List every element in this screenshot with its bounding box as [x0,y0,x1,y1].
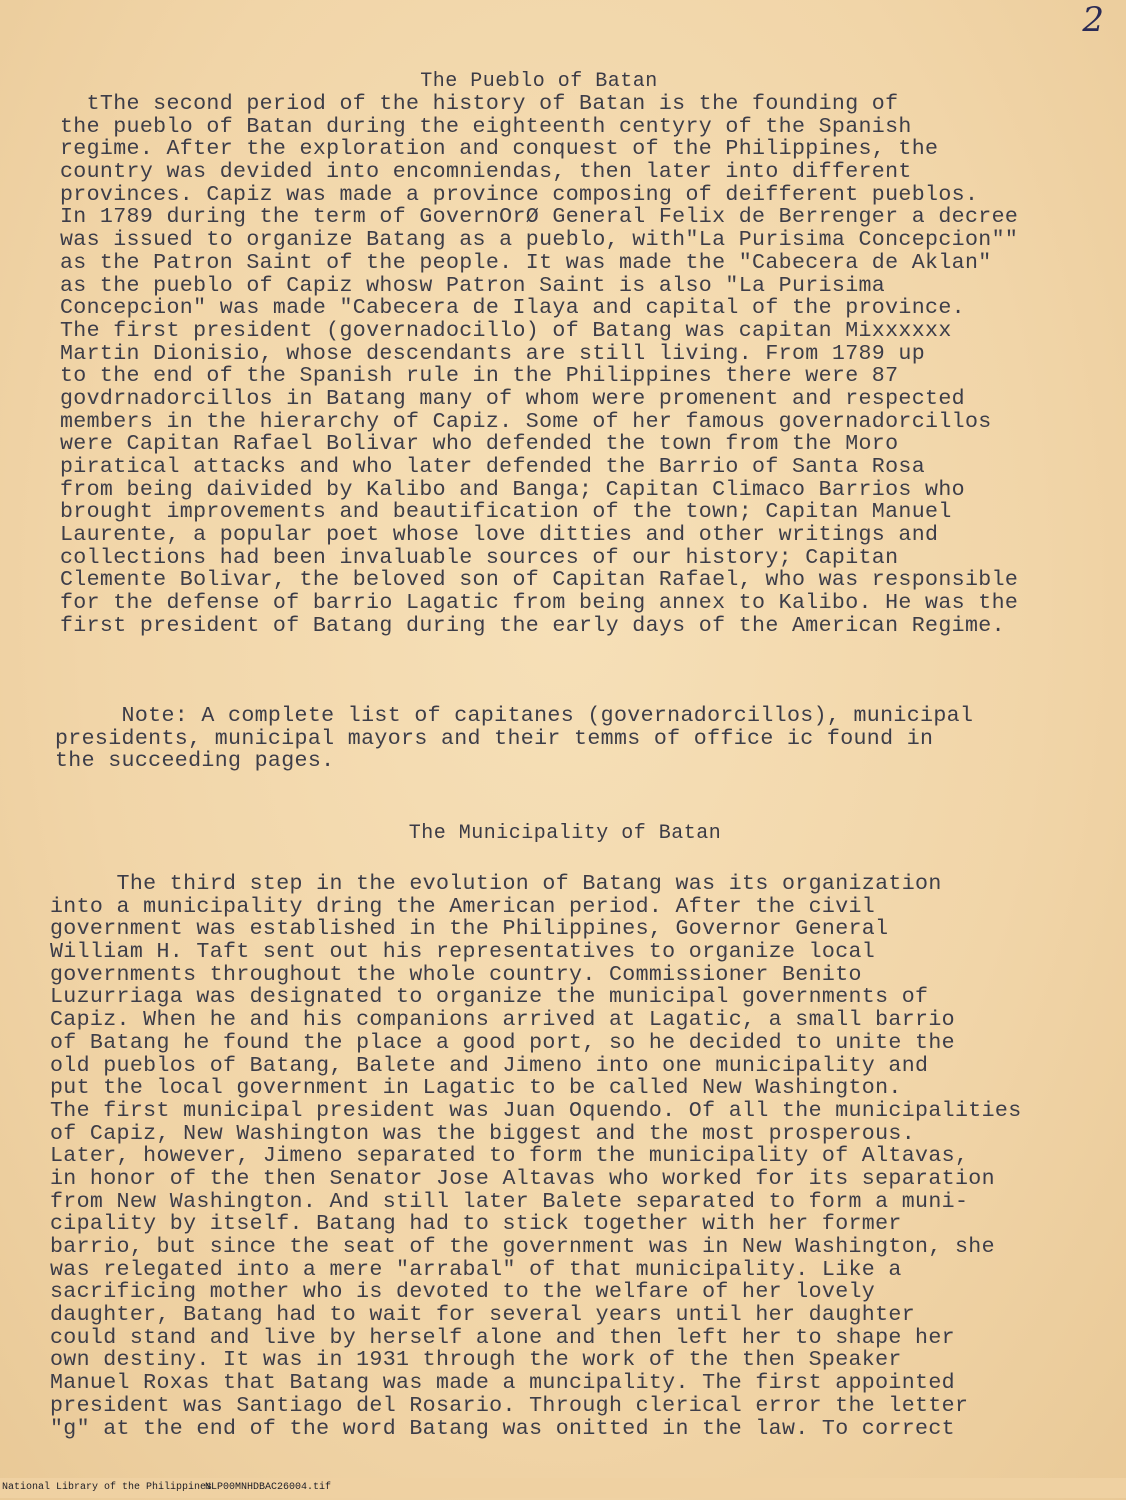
text-line: the succeeding pages. [55,749,335,774]
text-line: governments throughout the whole country. Commissioner Benito [50,962,862,987]
text-line: were Capitan Rafael Bolivar who defended the town from the Moro [60,432,899,457]
text-line: The third step in the evolution of Batang was its organization [50,872,942,896]
text-line: Clemente Bolivar, the beloved son of Capitan Rafael, who was responsible [60,568,1019,593]
text-line: own destiny. It was in 1931 through the work of the then Speaker [50,1348,902,1373]
text-line: tThe second period of the history of Batan is the founding of [60,92,899,116]
text-line: of Batang he found the place a good port, so he decided to unite the [50,1030,955,1055]
text-line: the pueblo of Batan during the eighteenth centyry of the Spanish [60,114,912,139]
text-line: as the Patron Saint of the people. It was made the "Cabecera de Aklan" [60,250,992,275]
text-line: govdrnadorcillos in Batang many of whom were promenent and respected [60,386,965,411]
text-line: was relegated into a mere "arrabal" of that municipality. Like a [50,1257,902,1282]
text-line: piratical attacks and who later defended the Barrio of Santa Rosa [60,455,926,479]
text-line: old pueblos of Batang, Balete and Jimeno into one municipality and [50,1053,929,1078]
text-line: daughter, Batang had to wait for several years until her daughter [50,1303,916,1328]
text-line: of Capiz, New Washington was the biggest and the most prosperous. [50,1121,916,1146]
text-line: to the end of the Spanish rule in the Philippines there were 87 [60,364,899,389]
footer-library-name: National Library of the Philippines [2,1482,213,1493]
text-line: Laurente, a popular poet whose love ditties and other writings and [60,523,939,548]
note-paragraph [55,705,1105,773]
section-title-municipality: The Municipality of Batan [408,822,722,845]
text-line: Note: A complete list of capitanes (governadorcillos), municipal [55,704,974,728]
text-line: Manuel Roxas that Batang was made a muncipality. The first appointed [50,1371,955,1396]
page-number: 2 [1082,0,1104,40]
text-line: from New Washington. And still later Balete separated to form a muni- [50,1189,969,1214]
text-line: presidents, municipal mayors and their temms of office ic found in [55,726,934,751]
text-line: Concepcion" was made "Cabecera de Ilaya and capital of the province. [60,296,965,321]
text-line: president was Santiago del Rosario. Through clerical error the letter [50,1393,969,1418]
text-line: The first municipal president was Juan Oquendo. Of all the municipalities [50,1098,1022,1123]
text-line: country was devided into encomniendas, then later into different [60,160,912,185]
text-line: The first president (governadocillo) of Batang was capitan Mixxxxxx [60,318,952,343]
text-line: collections had been invaluable sources of our history; Capitan [60,545,899,570]
section-body-municipality [50,873,1100,1440]
text-line: could stand and live by herself alone and then left her to shape her [50,1325,955,1350]
text-line: barrio, but since the seat of the government was in New Washington, she [50,1235,995,1259]
section-body-pueblo [60,93,1110,638]
text-line: brought improvements and beautification of the town; Capitan Manuel [60,500,952,525]
text-line: put the local government in Lagatic to be called New Washington. [50,1076,902,1101]
text-line: cipality by itself. Batang had to stick together with her former [50,1212,902,1237]
scan-footer [0,1478,1126,1498]
text-line: into a municipality dring the American period. After the civil [50,894,876,919]
text-line: in honor of the then Senator Jose Altavas who worked for its separation [50,1166,995,1191]
text-line: sacrificing mother who is devoted to the welfare of her lovely [50,1280,876,1305]
text-line: Capiz. When he and his companions arrived at Lagatic, a small barrio [50,1008,955,1033]
text-line: William H. Taft sent out his representatives to organize local [50,940,876,965]
text-line: In 1789 during the term of GovernOrØ General Felix de Berrenger a decree [60,205,1019,230]
text-line: government was established in the Philippines, Governor General [50,917,889,942]
text-line: from being daivided by Kalibo and Banga; Capitan Climaco Barrios who [60,477,965,502]
section-title-pueblo: The Pueblo of Batan [420,70,658,93]
footer-file-id: NLP00MNHDBAC26004.tif [205,1482,332,1493]
text-line: provinces. Capiz was made a province composing of deifferent pueblos. [60,182,979,207]
text-line: as the pueblo of Capiz whosw Patron Saint is also "La Purisima [60,273,886,298]
text-line: members in the hierarchy of Capiz. Some of her famous governadorcillos [60,409,992,434]
text-line: Luzurriaga was designated to organize the municipal governments of [50,985,929,1010]
text-line: "g" at the end of the word Batang was onitted in the law. To correct [50,1416,955,1441]
text-line: Martin Dionisio, whose descendants are still living. From 1789 up [60,341,926,366]
text-line: for the defense of barrio Lagatic from being annex to Kalibo. He was the [60,591,1019,616]
text-line: Later, however, Jimeno separated to form the municipality of Altavas, [50,1144,969,1169]
text-line: first president of Batang during the early days of the American Regime. [60,613,1005,638]
text-line: regime. After the exploration and conquest of the Philippines, the [60,137,939,162]
text-line: was issued to organize Batang as a pueblo, with"La Purisima Concepcion"" [60,228,1019,253]
